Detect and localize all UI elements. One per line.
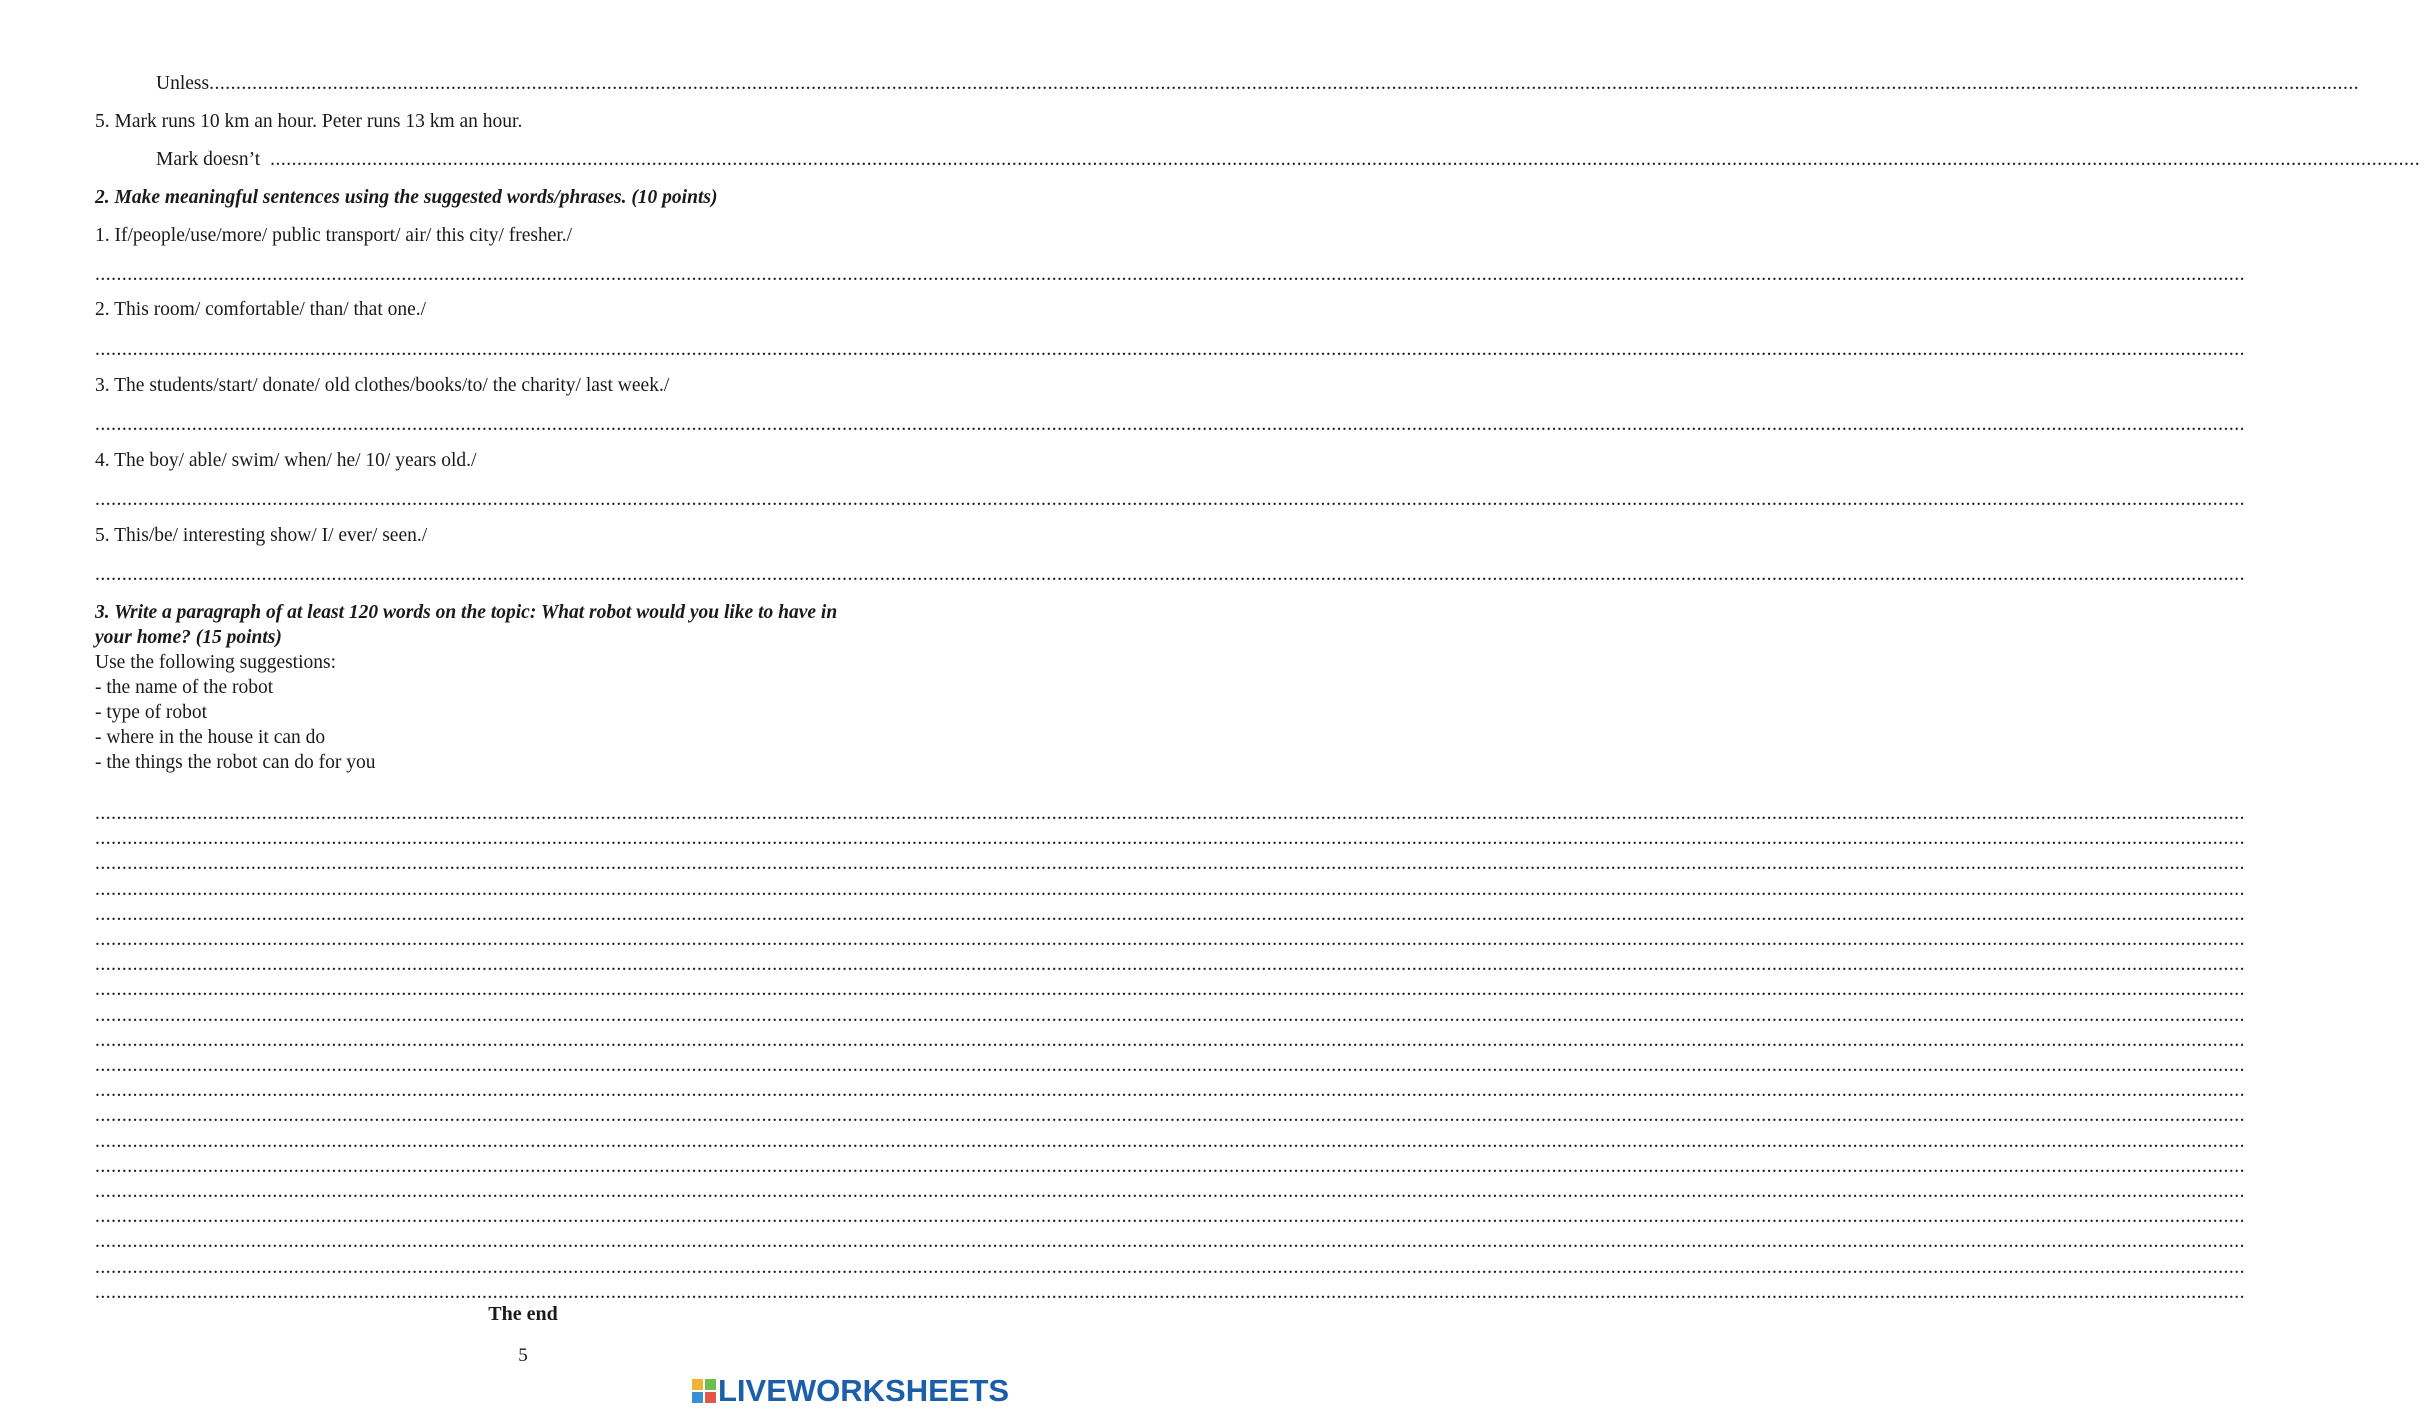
section-3-heading-line2: your home? (15 points): [95, 627, 282, 648]
answer-line-unless[interactable]: [156, 71, 2360, 97]
answer-lead: Unless: [156, 73, 210, 94]
paragraph-dotted-line[interactable]: ................................................................................................................................................................................................................................................................................................................................................................................................................: [95, 1231, 2245, 1253]
suggestion-item: - where in the house it can do: [95, 727, 326, 748]
paragraph-dotted-line[interactable]: ................................................................................................................................................................................................................................................................................................................................................................................................................: [95, 1130, 2245, 1152]
dotted-answer-line-2[interactable]: ................................................................................................................................................................................................................................................................................................................................................................................................................: [95, 339, 2245, 360]
the-end-title: The end: [488, 1303, 558, 1325]
paragraph-dotted-line[interactable]: ................................................................................................................................................................................................................................................................................................................................................................................................................: [95, 1206, 2245, 1228]
sentence-prompt-2: 2. This room/ comfortable/ than/ that one./: [95, 299, 427, 320]
section-2-heading: 2. Make meaningful sentences using the suggested words/phrases. (10 points): [95, 187, 718, 208]
sentence-prompt-3: 3. The students/start/ donate/ old clothes/books/to/ the charity/ last week./: [95, 375, 670, 396]
suggestions-intro: Use the following suggestions:: [95, 652, 337, 673]
section-3-heading-line1: 3. Write a paragraph of at least 120 words on the topic: What robot would you like to have in: [95, 602, 838, 623]
sentence-prompt-4: 4. The boy/ able/ swim/ when/ he/ 10/ years old./: [95, 450, 477, 471]
paragraph-dotted-line[interactable]: ................................................................................................................................................................................................................................................................................................................................................................................................................: [95, 979, 2245, 1001]
paragraph-dotted-line[interactable]: ................................................................................................................................................................................................................................................................................................................................................................................................................: [95, 1181, 2245, 1202]
paragraph-dotted-line[interactable]: ................................................................................................................................................................................................................................................................................................................................................................................................................: [95, 1155, 2245, 1177]
paragraph-dotted-line[interactable]: ................................................................................................................................................................................................................................................................................................................................................................................................................: [95, 929, 2245, 950]
suggestion-item: - the things the robot can do for you: [95, 752, 376, 773]
paragraph-dotted-line[interactable]: ................................................................................................................................................................................................................................................................................................................................................................................................................: [95, 1055, 2245, 1076]
paragraph-dotted-line[interactable]: ................................................................................................................................................................................................................................................................................................................................................................................................................: [95, 903, 2245, 925]
answer-line-mark-doesnt[interactable]: [156, 147, 2420, 173]
dotted-answer-blank[interactable]: ................................................................................................................................................................................................................................................................................................................................................................................................................: [270, 149, 2420, 170]
sentence-prompt-5: 5. This/be/ interesting show/ I/ ever/ seen./: [95, 525, 428, 546]
exercise-item-5-prompt: 5. Mark runs 10 km an hour. Peter runs 13 km an hour.: [95, 111, 523, 132]
paragraph-dotted-line[interactable]: ................................................................................................................................................................................................................................................................................................................................................................................................................: [95, 828, 2245, 850]
page-number: 5: [518, 1345, 528, 1366]
paragraph-dotted-line[interactable]: ................................................................................................................................................................................................................................................................................................................................................................................................................: [95, 878, 2245, 900]
liveworksheets-brand-text: LIVEWORKSHEETS: [718, 1373, 1010, 1408]
paragraph-dotted-line[interactable]: ................................................................................................................................................................................................................................................................................................................................................................................................................: [95, 1029, 2245, 1051]
paragraph-dotted-line[interactable]: ................................................................................................................................................................................................................................................................................................................................................................................................................: [95, 803, 2245, 824]
suggestion-item: - the name of the robot: [95, 677, 274, 698]
dotted-answer-line-1[interactable]: ................................................................................................................................................................................................................................................................................................................................................................................................................: [95, 264, 2245, 285]
paragraph-dotted-line[interactable]: ................................................................................................................................................................................................................................................................................................................................................................................................................: [95, 1256, 2245, 1278]
dotted-answer-line-3[interactable]: ................................................................................................................................................................................................................................................................................................................................................................................................................: [95, 414, 2245, 435]
sentence-prompt-1: 1. If/people/use/more/ public transport/ air/ this city/ fresher./: [95, 225, 573, 246]
dotted-answer-line-5[interactable]: ................................................................................................................................................................................................................................................................................................................................................................................................................: [95, 564, 2245, 585]
answer-lead: Mark doesn’t: [156, 149, 261, 170]
dotted-answer-blank[interactable]: ................................................................................................................................................................................................................................................................................................................................................................................................................: [209, 73, 2360, 94]
liveworksheets-logo-icon: [692, 1379, 716, 1403]
paragraph-dotted-line[interactable]: ................................................................................................................................................................................................................................................................................................................................................................................................................: [95, 954, 2245, 976]
liveworksheets-logo: [692, 1373, 1010, 1408]
suggestion-item: - type of robot: [95, 702, 208, 723]
paragraph-dotted-line[interactable]: ................................................................................................................................................................................................................................................................................................................................................................................................................: [95, 1281, 2245, 1303]
paragraph-dotted-line[interactable]: ................................................................................................................................................................................................................................................................................................................................................................................................................: [95, 1080, 2245, 1102]
paragraph-dotted-line[interactable]: ................................................................................................................................................................................................................................................................................................................................................................................................................: [95, 1004, 2245, 1026]
dotted-answer-line-4[interactable]: ................................................................................................................................................................................................................................................................................................................................................................................................................: [95, 489, 2245, 510]
paragraph-dotted-line[interactable]: ................................................................................................................................................................................................................................................................................................................................................................................................................: [95, 853, 2245, 875]
paragraph-dotted-line[interactable]: ................................................................................................................................................................................................................................................................................................................................................................................................................: [95, 1105, 2245, 1127]
